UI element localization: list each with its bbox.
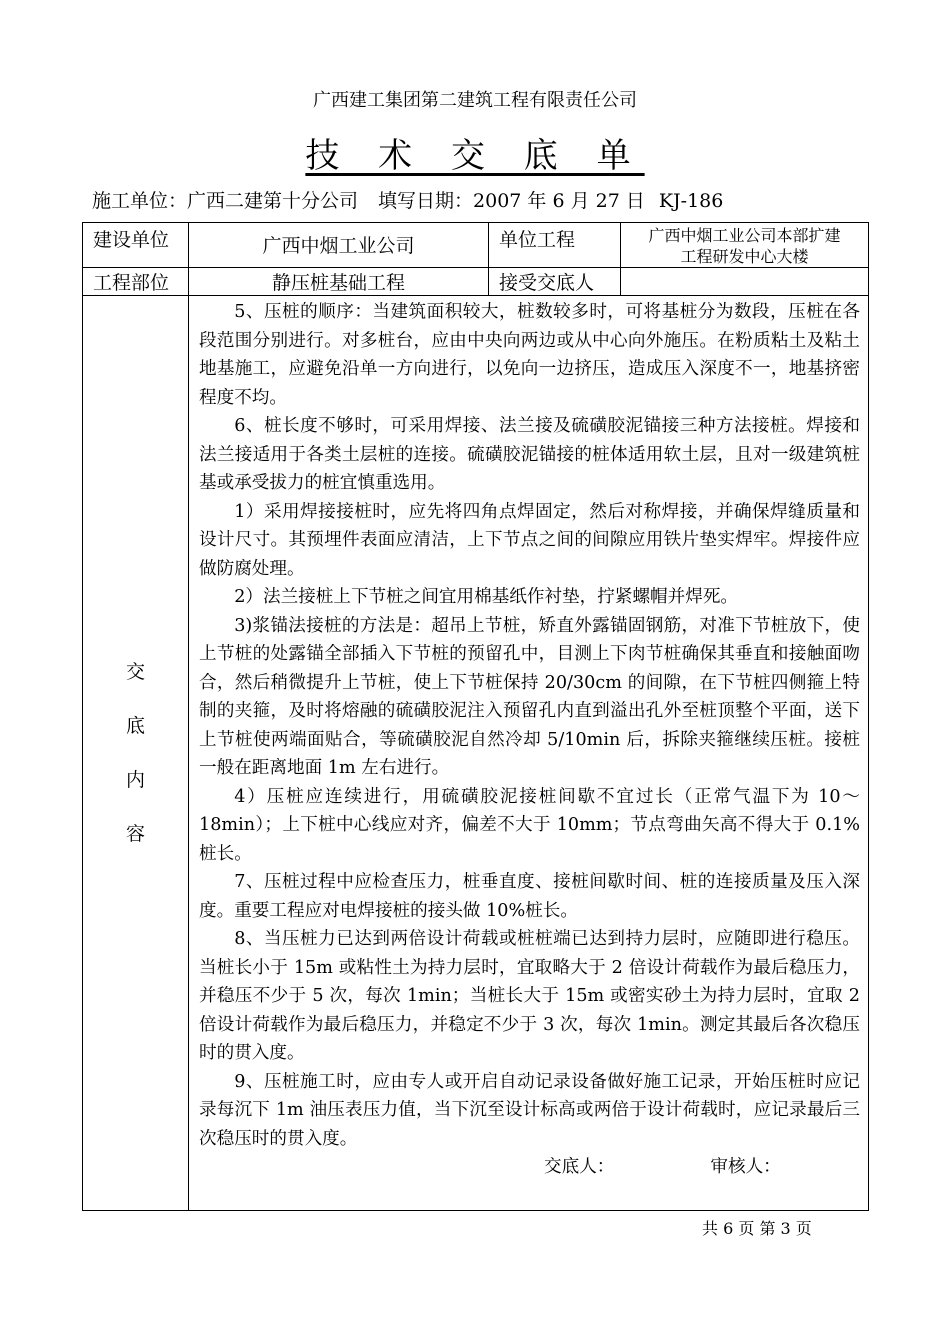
content-body (189, 296, 869, 1211)
receiver-value (621, 268, 869, 296)
unit-project-line2: 工程研发中心大楼 (680, 247, 809, 266)
content-paragraph: 7、压桩过程中应检查压力，桩垂直度、接桩间歇时间、桩的连接质量及压入深度。重要工程应对电焊接桩的接头做 10%桩长。 (199, 872, 860, 921)
receiver-label: 接受交底人 (489, 268, 621, 296)
fill-date: 填写日期：2007 年 6 月 27 日 (378, 190, 645, 212)
content-label-char: 底 (125, 715, 145, 737)
unit-project-line1: 广西中烟工业公司本部扩建 (648, 226, 841, 245)
header-meta (92, 186, 723, 213)
content-label-char: 交 (125, 661, 145, 683)
signer-label: 交底人： (544, 1157, 615, 1177)
content-paragraph: 5、压桩的顺序：当建筑面积较大，桩数较多时，可将基桩分为数段，压桩在各段范围分别进行。对多桩台，应由中央向两边或从中心向外施压。在粉质粘土及粘土地基施工，应避免沿单一方向进行，以免向一边挤压，造成压入深度不一，地基挤密程度不均。 (199, 302, 860, 408)
reviewer-label: 审核人： (710, 1157, 781, 1177)
content-paragraph: 3)浆锚法接桩的方法是：超吊上节桩，矫直外露锚固钢筋，对准下节桩放下，使上节桩的处露锚全部插入下节桩的预留孔中，目测上下肉节桩确保其垂直和接触面吻合，然后稍微提升上节桩，使上下节桩保持 20/30cm 的间隙，在下节桩四侧箍上特制的夹箍，及时将熔融的硫磺胶泥注入预留孔内直到溢出孔外至桩顶整个平面，送下上节桩使两端面贴合，等硫磺胶泥自然冷却 5/10min 后，拆除夹箍继续压桩。接桩一般在距离地面 1m 左右进行。 (199, 615, 860, 778)
content-paragraph: 1）采用焊接接桩时，应先将四角点焊固定，然后对称焊接，并确保焊缝质量和设计尺寸。其预埋件表面应清洁，上下节点之间的间隙应用铁片垫实焊牢。焊接件应做防腐处理。 (199, 501, 860, 579)
document-title-text: 技 术 交 底 单 (305, 136, 645, 176)
signature-line (199, 1153, 860, 1182)
construction-unit: 施工单位：广西二建第十分公司 (92, 190, 359, 212)
content-label-char: 内 (125, 769, 145, 791)
document-title (0, 128, 950, 177)
owner-label: 建设单位 (83, 223, 189, 268)
content-paragraph: 4）压桩应连续进行，用硫磺胶泥接桩间歇不宜过长（正常气温下为 10～18min）；上下桩中心线应对齐，偏差不大于 10mm；节点弯曲矢高不得大于 0.1%桩长。 (199, 786, 860, 864)
content-paragraph: 2）法兰接桩上下节桩之间宜用棉基纸作衬垫，拧紧螺帽并焊死。 (234, 587, 739, 607)
page-info: 共 6 页 第 3 页 (702, 1219, 812, 1238)
content-label-char: 容 (125, 823, 145, 845)
unit-project-label: 单位工程 (489, 223, 621, 268)
unit-project-value (621, 223, 869, 268)
company-name: 广西建工集团第二建筑工程有限责任公司 (313, 90, 637, 111)
owner-value: 广西中烟工业公司 (189, 223, 489, 268)
part-value: 静压桩基础工程 (189, 268, 489, 296)
content-label (83, 296, 189, 1211)
part-label: 工程部位 (83, 268, 189, 296)
document-code: KJ-186 (658, 190, 724, 212)
disclosure-form (82, 222, 869, 1211)
content-paragraph: 6、桩长度不够时，可采用焊接、法兰接及硫磺胶泥锚接三种方法接桩。焊接和法兰接适用于各类土层桩的连接。硫磺胶泥锚接的桩体适用软土层，且对一级建筑桩基或承受拔力的桩宜慎重选用。 (199, 416, 860, 493)
content-paragraph: 9、压桩施工时，应由专人或开启自动记录设备做好施工记录，开始压桩时应记录每沉下 1m 油压表压力值，当下沉至设计标高或两倍于设计荷载时，应记录最后三次稳压时的贯入度。 (199, 1071, 860, 1149)
content-paragraph: 8、当压桩力已达到两倍设计荷载或桩桩端已达到持力层时，应随即进行稳压。当桩长小于 15m 或粘性土为持力层时，宜取略大于 2 倍设计荷载作为最后稳压力，并稳压不少于 5 次，每次 1min；当桩长大于 15m 或密实砂土为持力层时，宜取 2 倍设计荷载作为最后稳压力，并稳定不少于 3 次，每次 1min。测定其最后各次稳压时的贯入度。 (199, 929, 860, 1063)
